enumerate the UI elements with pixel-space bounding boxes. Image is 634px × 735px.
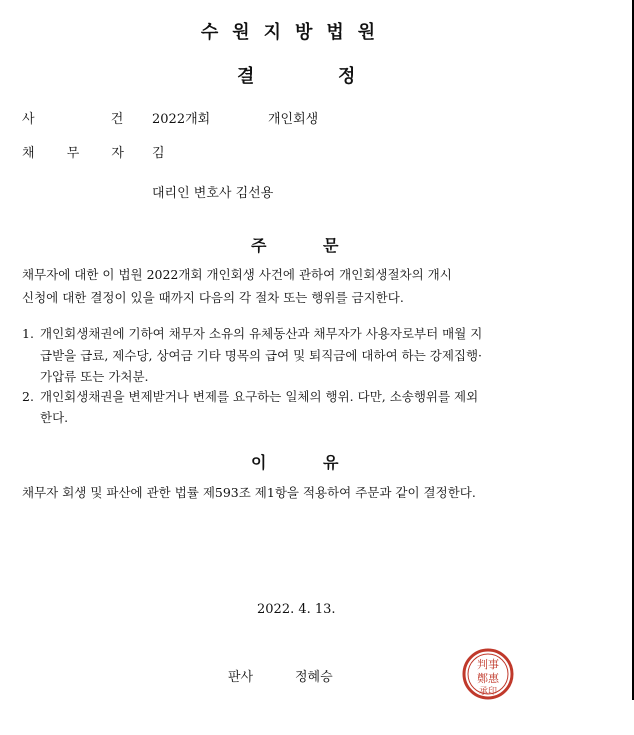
decision-date: 2022. 4. 13. (257, 602, 336, 617)
title-right: 정 (338, 66, 356, 87)
svg-text:判事: 判事 (477, 658, 499, 671)
order-item-2-line2: 한다. (40, 410, 69, 425)
court-name: 수원지방법원 (200, 22, 390, 43)
reason-heading-right: 유 (323, 453, 339, 472)
svg-text:鄭惠: 鄭惠 (477, 672, 499, 685)
order-heading-left: 주 (251, 236, 267, 255)
case-type: 개인회생 (268, 112, 319, 127)
order-item-2-line1: 개인회생채권을 변제받거나 변제를 요구하는 일체의 행위. 다만, 소송행위를 제외 (40, 389, 479, 404)
order-item-1-line1: 개인회생채권에 기하여 채무자 소유의 유체동산과 채무자가 사용자로부터 매월 지 (40, 326, 483, 341)
order-intro-line1: 채무자에 대한 이 법원 2022개회 개인회생 사건에 관하여 개인회생절차의 개시 (22, 267, 452, 282)
debtor-label: 채 무 자 (22, 146, 138, 161)
judge-name: 정혜승 (295, 670, 333, 685)
reason-text: 채무자 회생 및 파산에 관한 법률 제593조 제1항을 적용하여 주문과 같이 결정한다. (22, 485, 476, 500)
official-seal-icon (462, 648, 514, 700)
agent-line: 대리인 변호사 김선용 (152, 186, 274, 201)
order-item-1-line2: 급받을 급료, 제수당, 상여금 기타 명목의 급여 및 퇴직금에 대하여 하는 강제집행· (40, 348, 483, 363)
reason-heading-left: 이 (251, 453, 267, 472)
case-number: 2022개회 (152, 112, 211, 127)
debtor-name: 김 (152, 146, 165, 161)
order-item-1-line3: 가압류 또는 가처분. (40, 369, 149, 384)
judge-title: 판사 (228, 670, 254, 685)
title-left: 결 (237, 66, 255, 87)
order-heading-right: 문 (323, 236, 339, 255)
order-item-1-number: 1. (22, 326, 34, 341)
case-label: 사 건 (22, 112, 160, 127)
order-item-2-number: 2. (22, 389, 34, 404)
order-intro-line2: 신청에 대한 결정이 있을 때까지 다음의 각 절차 또는 행위를 금지한다. (22, 290, 404, 305)
svg-text:承印: 承印 (478, 687, 498, 697)
